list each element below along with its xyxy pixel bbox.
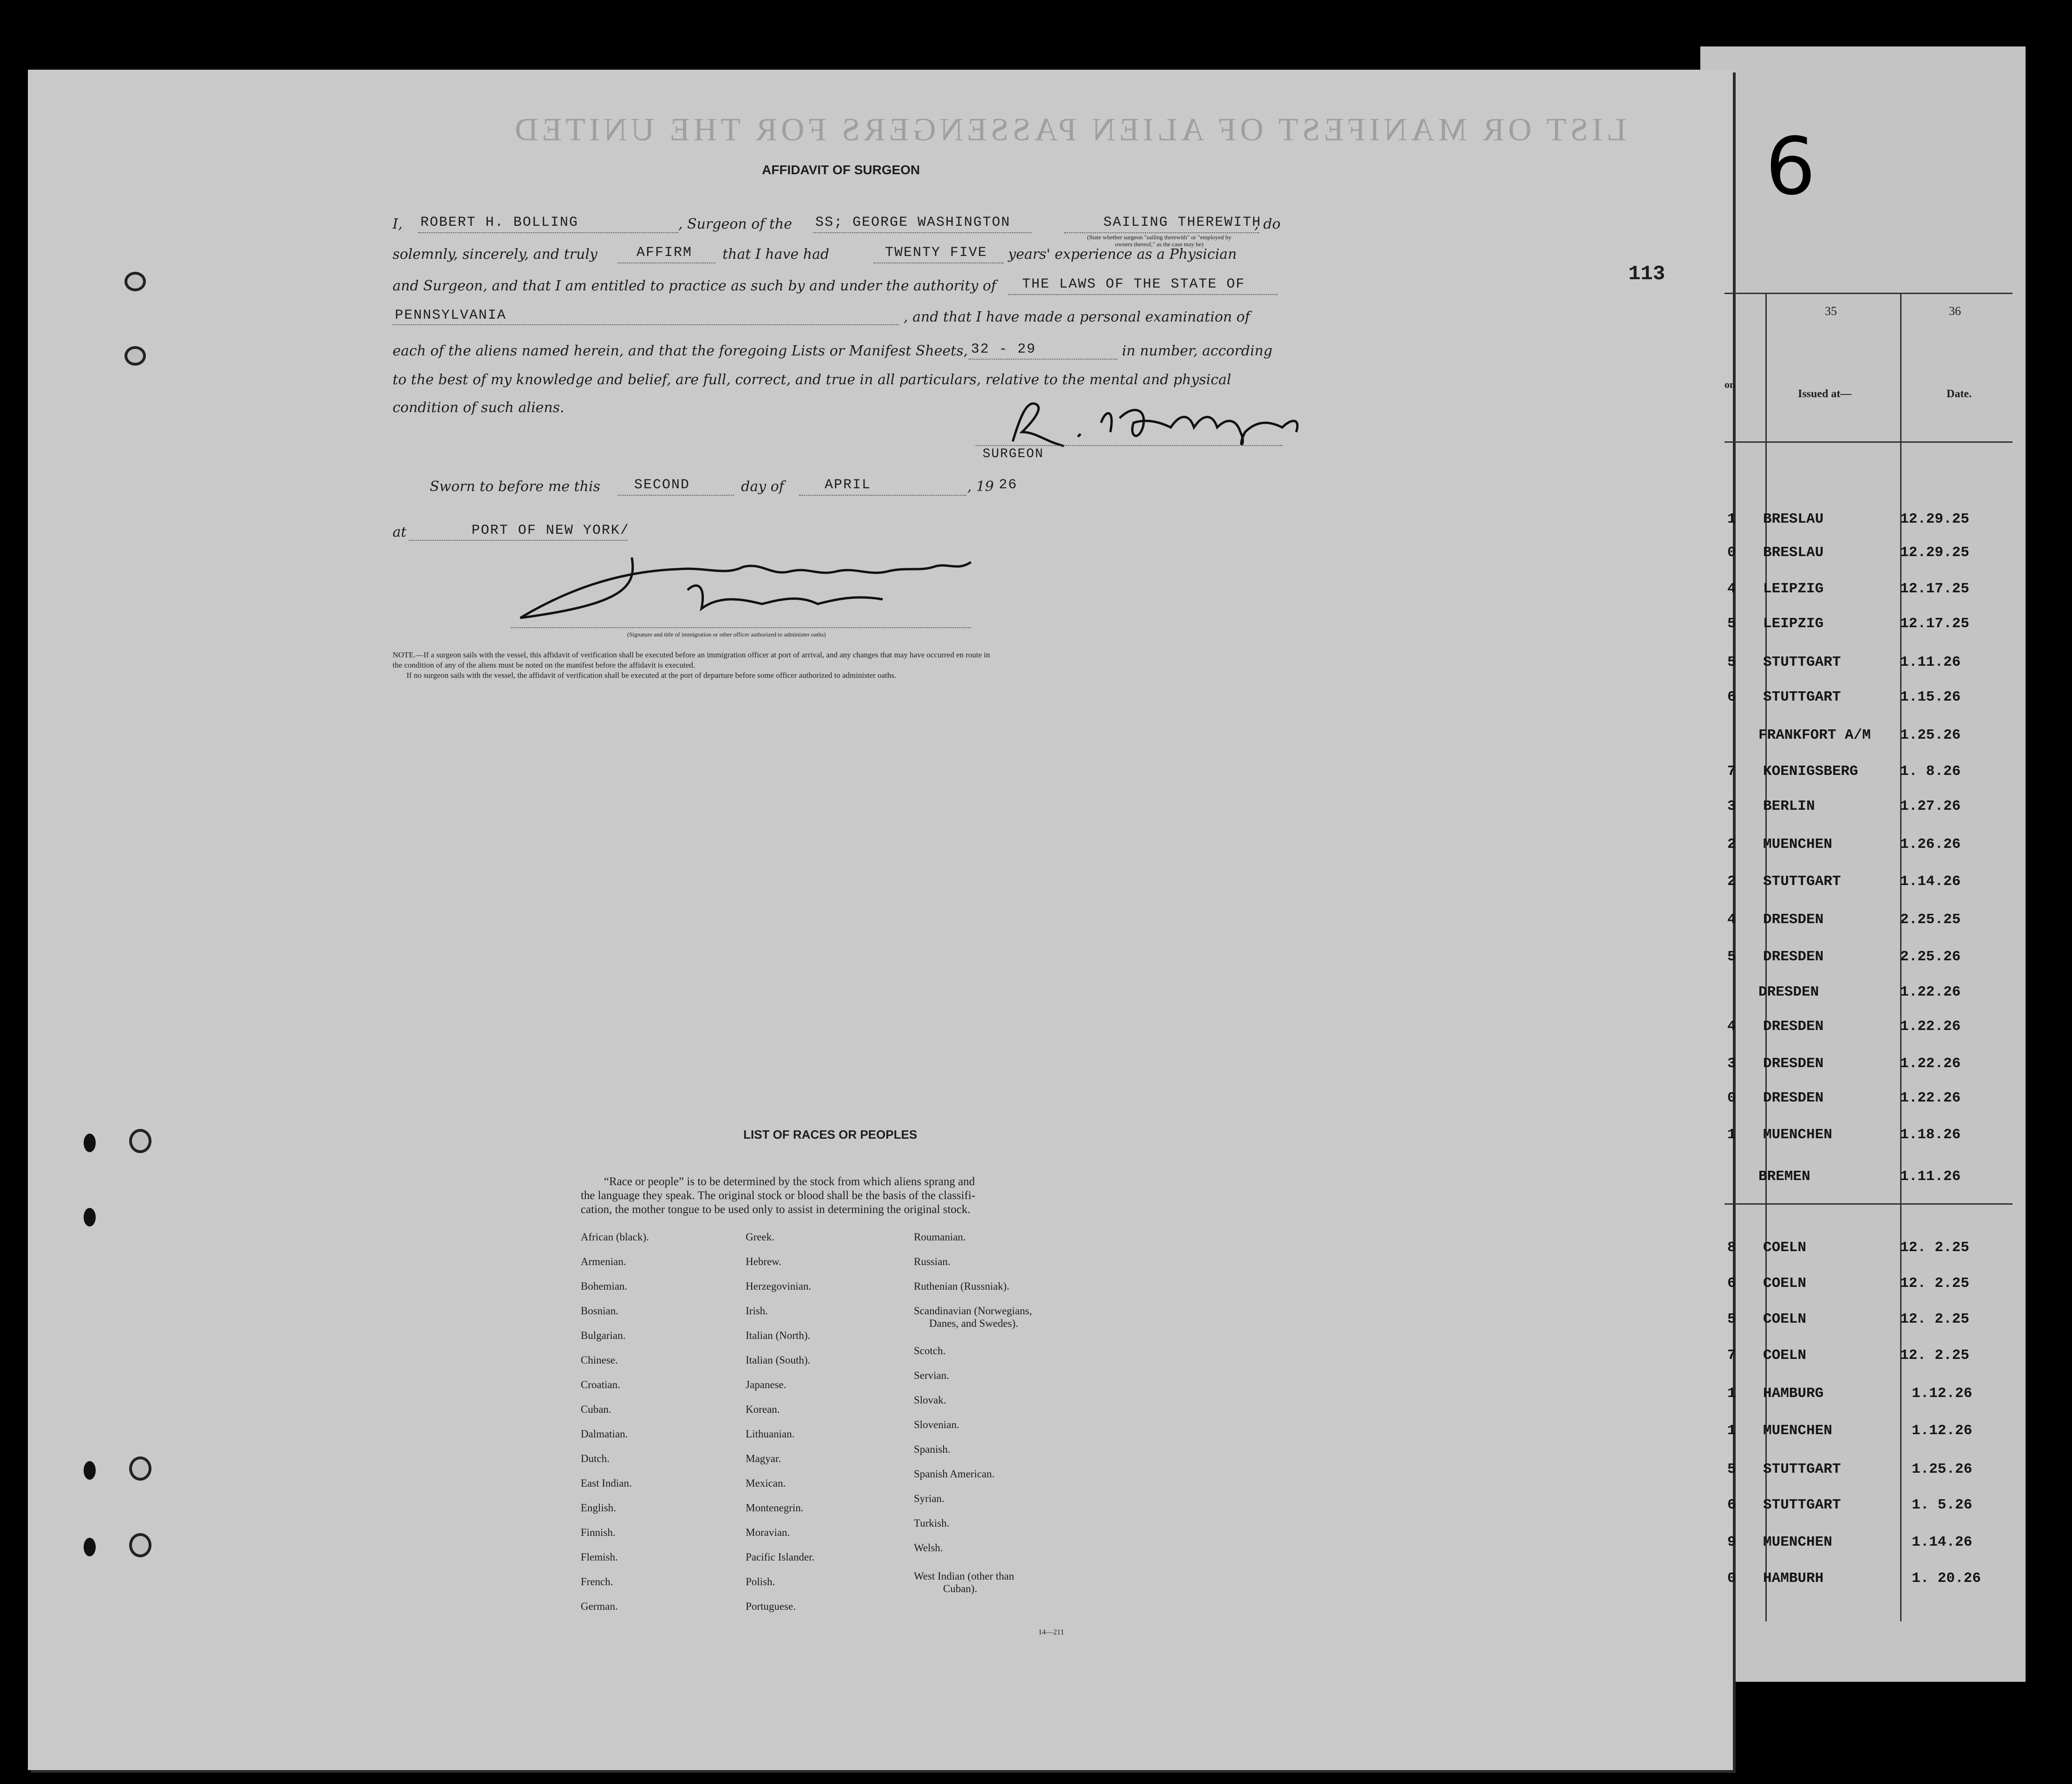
- race-item: Servian.: [914, 1370, 950, 1381]
- row-date: 1.27.26: [1900, 798, 1961, 814]
- affidavit-note: the condition of any of the aliens must be noted on the manifest before the affidavit is executed.: [393, 661, 695, 669]
- row-number: 5: [1727, 654, 1736, 670]
- fill-line: [969, 359, 1117, 360]
- race-item: Cuban).: [943, 1583, 977, 1594]
- race-item: East Indian.: [581, 1477, 632, 1489]
- race-item: Moravian.: [746, 1527, 790, 1538]
- sworn-text: Sworn to before me this: [430, 479, 601, 495]
- oath-type: AFFIRM: [636, 245, 693, 261]
- row-number: 6: [1727, 689, 1736, 705]
- row-number: 5: [1727, 1311, 1736, 1327]
- binder-hole: [84, 1461, 96, 1480]
- sworn-text: day of: [741, 479, 784, 495]
- column-number: 35: [1825, 304, 1837, 318]
- row-date: 1.26.26: [1900, 836, 1961, 853]
- race-item: Bulgarian.: [581, 1330, 626, 1341]
- affidavit-text: , and that I have made a personal examination of: [904, 309, 1250, 325]
- row-issued-at: BRESLAU: [1763, 544, 1824, 561]
- fill-line: [1064, 232, 1259, 233]
- row-number: 1: [1727, 1423, 1736, 1439]
- surgeon-label: SURGEON: [983, 447, 1044, 461]
- row-date: 1.12.26: [1912, 1423, 1973, 1439]
- status-note: owners thereof," as the case may be): [1115, 241, 1204, 248]
- row-issued-at: LEIPZIG: [1763, 616, 1824, 632]
- row-date: 2.25.25: [1900, 912, 1961, 928]
- fill-line: [1008, 294, 1278, 295]
- race-item: Japanese.: [746, 1379, 787, 1390]
- row-number: 8: [1727, 1240, 1736, 1256]
- sworn-day: SECOND: [634, 477, 690, 493]
- row-date: 12.17.25: [1900, 616, 1969, 632]
- table-rule: [1724, 441, 2013, 443]
- row-date: 12. 2.25: [1900, 1275, 1969, 1292]
- race-item: Finnish.: [581, 1527, 616, 1538]
- race-item: Portuguese.: [746, 1600, 796, 1612]
- row-number: 4: [1727, 912, 1736, 928]
- row-issued-at: COELN: [1763, 1311, 1807, 1327]
- row-issued-at: COELN: [1763, 1275, 1807, 1292]
- row-date: 1. 8.26: [1900, 763, 1961, 780]
- race-item: Croatian.: [581, 1379, 620, 1390]
- row-issued-at: STUTTGART: [1763, 689, 1841, 705]
- sworn-text: , 19: [967, 479, 994, 495]
- row-number: 1: [1727, 511, 1736, 527]
- row-issued-at: DRESDEN: [1763, 949, 1824, 965]
- row-number: 4: [1727, 1018, 1736, 1035]
- row-issued-at: KOENIGSBERG: [1763, 763, 1858, 780]
- race-item: Flemish.: [581, 1551, 618, 1563]
- race-item: German.: [581, 1600, 618, 1612]
- row-issued-at: STUTTGART: [1763, 1461, 1841, 1477]
- row-number: 1: [1727, 1127, 1736, 1143]
- fill-line: [409, 540, 627, 541]
- row-date: 12.29.25: [1900, 511, 1969, 527]
- race-item: Herzegovinian.: [746, 1280, 812, 1292]
- race-item: Slovenian.: [914, 1419, 959, 1430]
- corner-number: 6: [1765, 121, 1816, 213]
- underlying-manifest-sheet: [1700, 46, 2026, 1682]
- race-item: Welsh.: [914, 1542, 943, 1554]
- race-item: Armenian.: [581, 1256, 626, 1267]
- row-number: 5: [1727, 616, 1736, 632]
- row-number: 6: [1727, 1497, 1736, 1513]
- table-rule: [1724, 1203, 2013, 1205]
- races-intro: the language they speak. The original stock or blood shall be the basis of the classifi-: [581, 1189, 976, 1202]
- race-item: Roumanian.: [914, 1231, 966, 1243]
- binder-hole: [129, 1533, 151, 1557]
- row-issued-at: STUTTGART: [1763, 873, 1841, 890]
- sworn-port: PORT OF NEW YORK/: [472, 523, 630, 538]
- authority: THE LAWS OF THE STATE OF: [1022, 276, 1246, 292]
- row-date: 1.11.26: [1900, 1168, 1961, 1185]
- row-issued-at: BRESLAU: [1763, 511, 1824, 527]
- race-item: Dutch.: [581, 1453, 610, 1464]
- row-issued-at: STUTTGART: [1763, 1497, 1841, 1513]
- binder-hole: [84, 1208, 96, 1226]
- surgeon-status: SAILING THEREWITH: [1103, 215, 1262, 230]
- row-date: 12.17.25: [1900, 581, 1969, 597]
- race-item: Mexican.: [746, 1477, 786, 1489]
- binder-hole: [129, 1456, 151, 1481]
- race-item: Lithuanian.: [746, 1428, 795, 1440]
- row-number: 2: [1727, 836, 1736, 853]
- years-experience: TWENTY FIVE: [885, 245, 988, 261]
- row-number: 4: [1727, 581, 1736, 597]
- row-date: 12. 2.25: [1900, 1311, 1969, 1327]
- race-item: Italian (South).: [746, 1354, 811, 1366]
- fill-line: [799, 495, 966, 496]
- row-date: 1.12.26: [1912, 1385, 1973, 1402]
- fill-line: [873, 262, 1003, 263]
- race-item: French.: [581, 1576, 613, 1587]
- row-issued-at: DRESDEN: [1763, 1090, 1824, 1106]
- race-item: Syrian.: [914, 1493, 944, 1504]
- race-item: Korean.: [746, 1404, 780, 1415]
- row-date: 1.14.26: [1912, 1534, 1973, 1550]
- binder-hole: [125, 346, 146, 366]
- row-number: 9: [1727, 1534, 1736, 1550]
- row-number: 1: [1727, 1385, 1736, 1402]
- row-date: 1.11.26: [1900, 654, 1961, 670]
- sworn-text: at: [393, 524, 407, 540]
- row-number: 0: [1727, 544, 1736, 561]
- affidavit-text: I,: [393, 216, 403, 232]
- affidavit-text: that I have had: [722, 246, 830, 262]
- affidavit-title: AFFIDAVIT OF SURGEON: [762, 163, 920, 177]
- row-number: 6: [1727, 1275, 1736, 1292]
- race-item: African (black).: [581, 1231, 649, 1243]
- form-number: 14—211: [1038, 1628, 1064, 1636]
- row-issued-at: STUTTGART: [1763, 654, 1841, 670]
- row-number: 5: [1727, 1461, 1736, 1477]
- row-issued-at: COELN: [1763, 1240, 1807, 1256]
- row-issued-at: MUENCHEN: [1763, 836, 1832, 853]
- race-item: Spanish.: [914, 1443, 951, 1455]
- row-issued-at: FRANKFORT A/M: [1758, 727, 1871, 743]
- row-issued-at: DRESDEN: [1758, 984, 1819, 1000]
- race-item: Chinese.: [581, 1354, 618, 1366]
- row-date: 1.22.26: [1900, 1090, 1961, 1106]
- affidavit-text: solemnly, sincerely, and truly: [393, 246, 598, 262]
- row-number: 0: [1727, 1090, 1736, 1106]
- row-issued-at: COELN: [1763, 1347, 1807, 1364]
- row-number: 5: [1727, 949, 1736, 965]
- row-issued-at: BREMEN: [1758, 1168, 1810, 1185]
- affidavit-note: NOTE.—If a surgeon sails with the vessel, this affidavit of verification shall be executed before an immigration officer at port of arrival, and any changes that may have occurred en route in: [393, 650, 990, 659]
- authority-state: PENNSYLVANIA: [395, 308, 507, 323]
- race-item: Irish.: [746, 1305, 768, 1317]
- race-item: Magyar.: [746, 1453, 781, 1464]
- binder-hole: [84, 1538, 96, 1556]
- row-number: 0: [1727, 1570, 1736, 1587]
- affidavit-text: condition of such aliens.: [393, 400, 564, 416]
- race-item: Cuban.: [581, 1404, 611, 1415]
- row-date: 1.25.26: [1912, 1461, 1973, 1477]
- column-header: on: [1724, 379, 1736, 390]
- affidavit-text: each of the aliens named herein, and that the foregoing Lists or Manifest Sheets,: [393, 343, 968, 359]
- race-item: Slovak.: [914, 1394, 946, 1406]
- race-item: West Indian (other than: [914, 1570, 1014, 1582]
- table-rule: [1724, 293, 2013, 294]
- race-item: Turkish.: [914, 1517, 950, 1529]
- row-date: 1. 20.26: [1912, 1570, 1981, 1587]
- row-date: 1.18.26: [1900, 1127, 1961, 1143]
- status-note: (State whether surgeon "sailing therewith" or "employed by: [1087, 234, 1232, 241]
- column-header-date: Date.: [1947, 388, 1972, 400]
- row-issued-at: MUENCHEN: [1763, 1127, 1832, 1143]
- fill-line: [813, 232, 1031, 233]
- race-item: English.: [581, 1502, 616, 1514]
- race-item: Scandinavian (Norwegians,: [914, 1305, 1032, 1317]
- row-issued-at: HAMBURH: [1763, 1570, 1824, 1587]
- row-issued-at: DRESDEN: [1763, 1056, 1824, 1072]
- fill-line: [618, 495, 734, 496]
- row-number: 7: [1727, 1347, 1736, 1364]
- race-item: Russian.: [914, 1256, 951, 1267]
- affidavit-text: to the best of my knowledge and belief, are full, correct, and true in all particulars, relative to the mental and physical: [393, 372, 1232, 388]
- binder-hole: [125, 272, 146, 291]
- row-date: 1.22.26: [1900, 984, 1961, 1000]
- sheet-number: 113: [1628, 262, 1665, 286]
- officer-caption: (Signature and title of immigration or other officer authorized to administer oaths): [627, 631, 826, 638]
- race-item: Spanish American.: [914, 1468, 995, 1480]
- row-date: 2.25.26: [1900, 949, 1961, 965]
- race-item: Italian (North).: [746, 1330, 811, 1341]
- affidavit-note: If no surgeon sails with the vessel, the affidavit of verification shall be executed at the port of departure before some officer authorized to administer oaths.: [407, 671, 897, 680]
- race-item: Greek.: [746, 1231, 774, 1243]
- row-number: 7: [1727, 763, 1736, 780]
- fill-line: [418, 232, 678, 233]
- affidavit-text: , Surgeon of the: [678, 216, 792, 232]
- binder-hole: [129, 1129, 151, 1153]
- race-item: Montenegrin.: [746, 1502, 804, 1514]
- race-item: Bohemian.: [581, 1280, 628, 1292]
- row-date: 12. 2.25: [1900, 1240, 1969, 1256]
- row-issued-at: DRESDEN: [1763, 912, 1824, 928]
- row-issued-at: HAMBURG: [1763, 1385, 1824, 1402]
- race-item: Hebrew.: [746, 1256, 782, 1267]
- race-item: Bosnian.: [581, 1305, 619, 1317]
- races-intro: cation, the mother tongue to be used only to assist in determining the original stock.: [581, 1203, 970, 1216]
- row-issued-at: DRESDEN: [1763, 1018, 1824, 1035]
- races-title: LIST OF RACES OR PEOPLES: [743, 1128, 918, 1141]
- column-header-issued-at: Issued at—: [1798, 388, 1852, 400]
- officer-signature: [511, 544, 1031, 632]
- row-date: 1.15.26: [1900, 689, 1961, 705]
- row-date: 1.25.26: [1900, 727, 1961, 743]
- signature-line: [511, 627, 971, 628]
- signature-line: [976, 445, 1282, 446]
- affidavit-text: and Surgeon, and that I am entitled to practice as such by and under the authority of: [393, 278, 997, 294]
- sworn-year: 26: [999, 477, 1018, 493]
- row-date: 1. 5.26: [1912, 1497, 1973, 1513]
- ship-name: SS; GEORGE WASHINGTON: [815, 215, 1011, 230]
- row-number: 2: [1727, 873, 1736, 890]
- race-item: Pacific Islander.: [746, 1551, 815, 1563]
- row-date: 1.14.26: [1900, 873, 1961, 890]
- row-issued-at: BERLIN: [1763, 798, 1815, 814]
- row-issued-at: MUENCHEN: [1763, 1534, 1832, 1550]
- affidavit-text: years' experience as a Physician: [1008, 246, 1237, 262]
- row-date: 1.22.26: [1900, 1056, 1961, 1072]
- race-item: Ruthenian (Russniak).: [914, 1280, 1010, 1292]
- affidavit-text: , do: [1254, 216, 1281, 232]
- sworn-month: APRIL: [825, 477, 872, 493]
- sheet-count: 32 - 29: [971, 341, 1036, 357]
- row-date: 12. 2.25: [1900, 1347, 1969, 1364]
- fill-line: [393, 324, 899, 325]
- affidavit-text: in number, according: [1122, 343, 1272, 359]
- bleed-through-heading: LIST OR MANIFEST OF ALIEN PASSENGERS FOR THE UNITED: [511, 112, 1626, 148]
- row-date: 12.29.25: [1900, 544, 1969, 561]
- row-number: 3: [1727, 1056, 1736, 1072]
- column-number: 36: [1949, 304, 1961, 318]
- row-date: 1.22.26: [1900, 1018, 1961, 1035]
- row-issued-at: MUENCHEN: [1763, 1423, 1832, 1439]
- surgeon-name: ROBERT H. BOLLING: [420, 215, 579, 230]
- row-number: 3: [1727, 798, 1736, 814]
- race-item: Dalmatian.: [581, 1428, 628, 1440]
- race-item: Polish.: [746, 1576, 775, 1587]
- row-issued-at: LEIPZIG: [1763, 581, 1824, 597]
- races-intro: “Race or people” is to be determined by the stock from which aliens sprang and: [604, 1175, 975, 1188]
- race-item: Danes, and Swedes).: [929, 1318, 1018, 1329]
- race-item: Scotch.: [914, 1345, 946, 1357]
- fill-line: [618, 262, 715, 263]
- binder-hole: [84, 1134, 96, 1152]
